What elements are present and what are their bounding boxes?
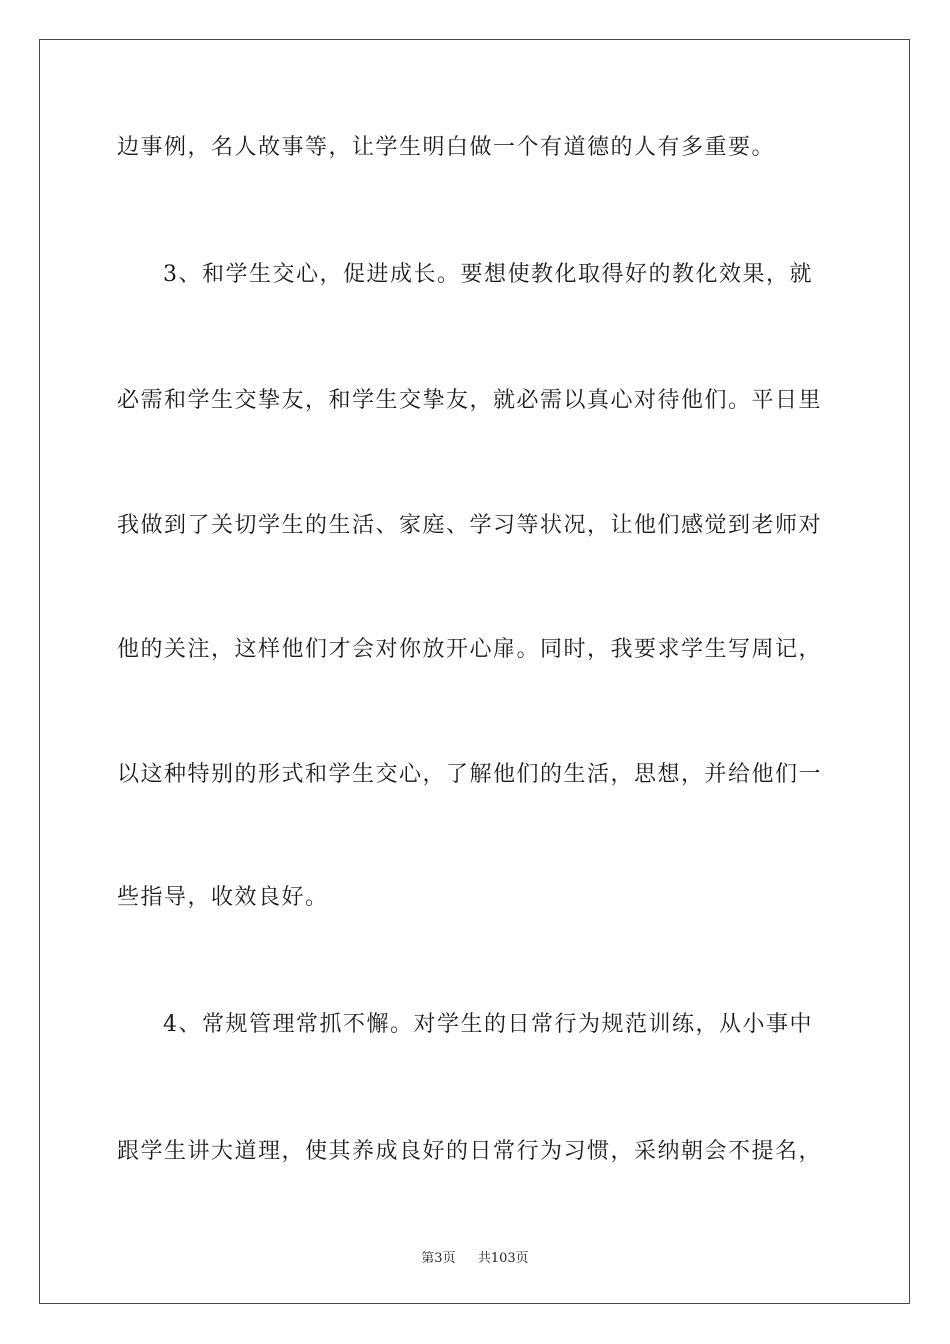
body-text-line-8: 4、常规管理常抓不懈。对学生的日常行为规范训练，从小事中	[163, 1012, 813, 1037]
body-text-line-3: 必需和学生交挚友，和学生交挚友，就必需以真心对待他们。平日里	[117, 388, 823, 413]
page-footer	[0, 1250, 950, 1268]
total-page-count: 共103页	[477, 1251, 529, 1266]
page-border	[39, 39, 910, 1304]
current-page-number: 第3页	[421, 1251, 456, 1266]
body-text-line-4: 我做到了关切学生的生活、家庭、学习等状况，让他们感觉到老师对	[117, 513, 823, 538]
body-text-line-1: 边事例，名人故事等，让学生明白做一个有道德的人有多重要。	[117, 135, 776, 160]
body-text-line-6: 以这种特别的形式和学生交心，了解他们的生活，思想，并给他们一	[117, 762, 823, 787]
body-text-line-2: 3、和学生交心，促进成长。要想使教化取得好的教化效果，就	[163, 262, 813, 287]
body-text-line-9: 跟学生讲大道理，使其养成良好的日常行为习惯，采纳朝会不提名，	[117, 1139, 823, 1164]
body-text-line-5: 他的关注，这样他们才会对你放开心扉。同时，我要求学生写周记，	[117, 637, 823, 662]
body-text-line-7: 些指导，收效良好。	[117, 885, 329, 910]
